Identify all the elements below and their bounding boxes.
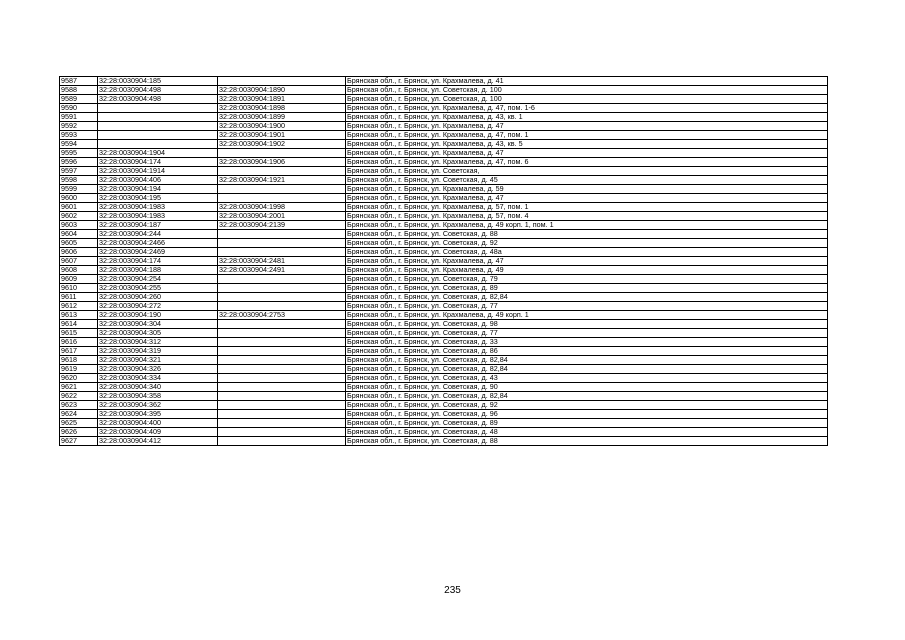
cadastral-number-cell	[98, 131, 218, 140]
row-number-cell: 9592	[60, 122, 98, 131]
row-number-cell: 9587	[60, 77, 98, 86]
cadastral-number-cell: 32:28:0030904:395	[98, 410, 218, 419]
cadastral-number-cell: 32:28:0030904:195	[98, 194, 218, 203]
row-number-cell: 9626	[60, 428, 98, 437]
address-cell: Брянская обл., г. Брянск, ул. Советская, д. 77	[346, 329, 828, 338]
table-row	[60, 293, 828, 302]
premise-cadastral-number-cell	[218, 239, 346, 248]
premise-cadastral-number-cell	[218, 383, 346, 392]
address-cell: Брянская обл., г. Брянск, ул. Крахмалева, д. 41	[346, 77, 828, 86]
cadastral-number-cell: 32:28:0030904:362	[98, 401, 218, 410]
address-cell: Брянская обл., г. Брянск, ул. Советская, д. 92	[346, 239, 828, 248]
table-row	[60, 77, 828, 86]
cadastral-number-cell: 32:28:0030904:272	[98, 302, 218, 311]
address-cell: Брянская обл., г. Брянск, ул. Советская, д. 88	[346, 230, 828, 239]
address-cell: Брянская обл., г. Брянск, ул. Советская, д. 82,84	[346, 293, 828, 302]
address-cell: Брянская обл., г. Брянск, ул. Советская, д. 88	[346, 437, 828, 446]
premise-cadastral-number-cell	[218, 230, 346, 239]
table-row	[60, 284, 828, 293]
premise-cadastral-number-cell: 32:28:0030904:1998	[218, 203, 346, 212]
table-row	[60, 221, 828, 230]
row-number-cell: 9597	[60, 167, 98, 176]
premise-cadastral-number-cell	[218, 392, 346, 401]
row-number-cell: 9601	[60, 203, 98, 212]
table-row	[60, 122, 828, 131]
table-row	[60, 185, 828, 194]
row-number-cell: 9590	[60, 104, 98, 113]
table-row	[60, 437, 828, 446]
cadastral-number-cell: 32:28:0030904:340	[98, 383, 218, 392]
table-row	[60, 131, 828, 140]
cadastral-number-cell: 32:28:0030904:194	[98, 185, 218, 194]
address-cell: Брянская обл., г. Брянск, ул. Советская, д. 100	[346, 86, 828, 95]
table-row	[60, 95, 828, 104]
row-number-cell: 9600	[60, 194, 98, 203]
address-cell: Брянская обл., г. Брянск, ул. Крахмалева, д. 57, пом. 4	[346, 212, 828, 221]
row-number-cell: 9610	[60, 284, 98, 293]
address-cell: Брянская обл., г. Брянск, ул. Крахмалева, д. 47	[346, 122, 828, 131]
table-row	[60, 302, 828, 311]
address-cell: Брянская обл., г. Брянск, ул. Советская, д. 98	[346, 320, 828, 329]
table-row	[60, 257, 828, 266]
address-cell: Брянская обл., г. Брянск, ул. Крахмалева, д. 47, пом. 1-6	[346, 104, 828, 113]
address-cell: Брянская обл., г. Брянск, ул. Советская, д. 79	[346, 275, 828, 284]
row-number-cell: 9604	[60, 230, 98, 239]
cadastral-number-cell: 32:28:0030904:190	[98, 311, 218, 320]
address-cell: Брянская обл., г. Брянск, ул. Крахмалева, д. 47, пом. 6	[346, 158, 828, 167]
page-number: 235	[444, 585, 461, 596]
row-number-cell: 9625	[60, 419, 98, 428]
premise-cadastral-number-cell	[218, 347, 346, 356]
cadastral-number-cell: 32:28:0030904:334	[98, 374, 218, 383]
premise-cadastral-number-cell	[218, 356, 346, 365]
premise-cadastral-number-cell: 32:28:0030904:1906	[218, 158, 346, 167]
cadastral-number-cell: 32:28:0030904:1914	[98, 167, 218, 176]
row-number-cell: 9607	[60, 257, 98, 266]
cadastral-number-cell: 32:28:0030904:304	[98, 320, 218, 329]
premise-cadastral-number-cell: 32:28:0030904:2491	[218, 266, 346, 275]
row-number-cell: 9589	[60, 95, 98, 104]
table-row	[60, 428, 828, 437]
cadastral-number-cell: 32:28:0030904:1904	[98, 149, 218, 158]
table-row	[60, 140, 828, 149]
cadastral-number-cell: 32:28:0030904:406	[98, 176, 218, 185]
premise-cadastral-number-cell	[218, 77, 346, 86]
row-number-cell: 9595	[60, 149, 98, 158]
row-number-cell: 9616	[60, 338, 98, 347]
table-row	[60, 176, 828, 185]
table-row	[60, 248, 828, 257]
table-row	[60, 392, 828, 401]
cadastral-number-cell: 32:28:0030904:174	[98, 257, 218, 266]
table-row	[60, 338, 828, 347]
cadastral-number-cell: 32:28:0030904:185	[98, 77, 218, 86]
premise-cadastral-number-cell: 32:28:0030904:1890	[218, 86, 346, 95]
cadastral-number-cell: 32:28:0030904:174	[98, 158, 218, 167]
table-row	[60, 329, 828, 338]
table-row	[60, 356, 828, 365]
cadastral-number-cell: 32:28:0030904:1983	[98, 203, 218, 212]
premise-cadastral-number-cell	[218, 194, 346, 203]
address-cell: Брянская обл., г. Брянск, ул. Советская, д. 48	[346, 428, 828, 437]
row-number-cell: 9609	[60, 275, 98, 284]
row-number-cell: 9612	[60, 302, 98, 311]
row-number-cell: 9623	[60, 401, 98, 410]
address-cell: Брянская обл., г. Брянск, ул. Крахмалева, д. 49 корп. 1	[346, 311, 828, 320]
row-number-cell: 9606	[60, 248, 98, 257]
table-row	[60, 311, 828, 320]
row-number-cell: 9615	[60, 329, 98, 338]
table-row	[60, 86, 828, 95]
premise-cadastral-number-cell: 32:28:0030904:2753	[218, 311, 346, 320]
table-row	[60, 230, 828, 239]
cadastral-number-cell: 32:28:0030904:319	[98, 347, 218, 356]
address-cell: Брянская обл., г. Брянск, ул. Крахмалева, д. 47	[346, 257, 828, 266]
cadastral-number-cell: 32:28:0030904:2469	[98, 248, 218, 257]
premise-cadastral-number-cell	[218, 293, 346, 302]
table-row	[60, 149, 828, 158]
table-row	[60, 167, 828, 176]
cadastral-number-cell	[98, 104, 218, 113]
premise-cadastral-number-cell	[218, 374, 346, 383]
row-number-cell: 9588	[60, 86, 98, 95]
row-number-cell: 9620	[60, 374, 98, 383]
premise-cadastral-number-cell: 32:28:0030904:1899	[218, 113, 346, 122]
address-cell: Брянская обл., г. Брянск, ул. Советская, д. 82,84	[346, 392, 828, 401]
address-cell: Брянская обл., г. Брянск, ул. Советская, д. 92	[346, 401, 828, 410]
table-row	[60, 212, 828, 221]
cadastral-number-cell	[98, 122, 218, 131]
row-number-cell: 9598	[60, 176, 98, 185]
cadastral-number-cell	[98, 140, 218, 149]
table-row	[60, 203, 828, 212]
row-number-cell: 9596	[60, 158, 98, 167]
table-row	[60, 365, 828, 374]
cadastral-number-cell: 32:28:0030904:326	[98, 365, 218, 374]
address-cell: Брянская обл., г. Брянск, ул. Советская, д. 89	[346, 419, 828, 428]
row-number-cell: 9591	[60, 113, 98, 122]
premise-cadastral-number-cell	[218, 419, 346, 428]
table-row	[60, 383, 828, 392]
table-row	[60, 410, 828, 419]
premise-cadastral-number-cell	[218, 329, 346, 338]
cadastral-number-cell: 32:28:0030904:188	[98, 266, 218, 275]
premise-cadastral-number-cell	[218, 275, 346, 284]
row-number-cell: 9624	[60, 410, 98, 419]
premise-cadastral-number-cell: 32:28:0030904:2001	[218, 212, 346, 221]
premise-cadastral-number-cell	[218, 185, 346, 194]
premise-cadastral-number-cell	[218, 320, 346, 329]
row-number-cell: 9614	[60, 320, 98, 329]
cadastral-table	[59, 76, 828, 446]
cadastral-number-cell: 32:28:0030904:400	[98, 419, 218, 428]
address-cell: Брянская обл., г. Брянск, ул. Советская, д. 89	[346, 284, 828, 293]
row-number-cell: 9627	[60, 437, 98, 446]
row-number-cell: 9619	[60, 365, 98, 374]
address-cell: Брянская обл., г. Брянск, ул. Крахмалева, д. 47	[346, 194, 828, 203]
premise-cadastral-number-cell: 32:28:0030904:1921	[218, 176, 346, 185]
cadastral-number-cell: 32:28:0030904:244	[98, 230, 218, 239]
premise-cadastral-number-cell	[218, 338, 346, 347]
cadastral-number-cell: 32:28:0030904:498	[98, 86, 218, 95]
address-cell: Брянская обл., г. Брянск, ул. Крахмалева, д. 49 корп. 1, пом. 1	[346, 221, 828, 230]
row-number-cell: 9621	[60, 383, 98, 392]
cadastral-number-cell: 32:28:0030904:255	[98, 284, 218, 293]
address-cell: Брянская обл., г. Брянск, ул. Советская, д. 45	[346, 176, 828, 185]
cadastral-number-cell: 32:28:0030904:498	[98, 95, 218, 104]
table-row	[60, 419, 828, 428]
row-number-cell: 9593	[60, 131, 98, 140]
cadastral-number-cell: 32:28:0030904:321	[98, 356, 218, 365]
address-cell: Брянская обл., г. Брянск, ул. Крахмалева, д. 47, пом. 1	[346, 131, 828, 140]
premise-cadastral-number-cell	[218, 410, 346, 419]
address-cell: Брянская обл., г. Брянск, ул. Крахмалева, д. 49	[346, 266, 828, 275]
address-cell: Брянская обл., г. Брянск, ул. Советская, д. 90	[346, 383, 828, 392]
cadastral-number-cell: 32:28:0030904:358	[98, 392, 218, 401]
premise-cadastral-number-cell: 32:28:0030904:1891	[218, 95, 346, 104]
address-cell: Брянская обл., г. Брянск, ул. Советская, д. 100	[346, 95, 828, 104]
premise-cadastral-number-cell	[218, 167, 346, 176]
cadastral-number-cell: 32:28:0030904:409	[98, 428, 218, 437]
table-row	[60, 239, 828, 248]
table-row	[60, 347, 828, 356]
row-number-cell: 9618	[60, 356, 98, 365]
row-number-cell: 9594	[60, 140, 98, 149]
table-row	[60, 401, 828, 410]
cadastral-number-cell: 32:28:0030904:260	[98, 293, 218, 302]
table-row	[60, 374, 828, 383]
address-cell: Брянская обл., г. Брянск, ул. Советская, д. 82,84	[346, 365, 828, 374]
row-number-cell: 9599	[60, 185, 98, 194]
address-cell: Брянская обл., г. Брянск, ул. Советская, д. 86	[346, 347, 828, 356]
address-cell: Брянская обл., г. Брянск, ул. Крахмалева, д. 47	[346, 149, 828, 158]
premise-cadastral-number-cell	[218, 401, 346, 410]
row-number-cell: 9613	[60, 311, 98, 320]
table-row	[60, 320, 828, 329]
cadastral-number-cell: 32:28:0030904:312	[98, 338, 218, 347]
address-cell: Брянская обл., г. Брянск, ул. Советская, д. 77	[346, 302, 828, 311]
premise-cadastral-number-cell: 32:28:0030904:1902	[218, 140, 346, 149]
premise-cadastral-number-cell	[218, 437, 346, 446]
premise-cadastral-number-cell	[218, 248, 346, 257]
cadastral-number-cell: 32:28:0030904:412	[98, 437, 218, 446]
address-cell: Брянская обл., г. Брянск, ул. Советская, д. 33	[346, 338, 828, 347]
address-cell: Брянская обл., г. Брянск, ул. Крахмалева, д. 57, пом. 1	[346, 203, 828, 212]
row-number-cell: 9605	[60, 239, 98, 248]
premise-cadastral-number-cell: 32:28:0030904:1898	[218, 104, 346, 113]
row-number-cell: 9602	[60, 212, 98, 221]
row-number-cell: 9617	[60, 347, 98, 356]
address-cell: Брянская обл., г. Брянск, ул. Советская, д. 43	[346, 374, 828, 383]
address-cell: Брянская обл., г. Брянск, ул. Крахмалева, д. 59	[346, 185, 828, 194]
address-cell: Брянская обл., г. Брянск, ул. Советская, д. 96	[346, 410, 828, 419]
table-row	[60, 113, 828, 122]
table-body	[60, 77, 828, 446]
premise-cadastral-number-cell	[218, 149, 346, 158]
premise-cadastral-number-cell	[218, 365, 346, 374]
premise-cadastral-number-cell: 32:28:0030904:2481	[218, 257, 346, 266]
premise-cadastral-number-cell	[218, 302, 346, 311]
cadastral-number-cell: 32:28:0030904:254	[98, 275, 218, 284]
cadastral-number-cell: 32:28:0030904:1983	[98, 212, 218, 221]
cadastral-number-cell	[98, 113, 218, 122]
table-row	[60, 158, 828, 167]
cadastral-number-cell: 32:28:0030904:305	[98, 329, 218, 338]
address-cell: Брянская обл., г. Брянск, ул. Советская, д. 48а	[346, 248, 828, 257]
premise-cadastral-number-cell: 32:28:0030904:2139	[218, 221, 346, 230]
cadastral-number-cell: 32:28:0030904:2466	[98, 239, 218, 248]
premise-cadastral-number-cell: 32:28:0030904:1900	[218, 122, 346, 131]
row-number-cell: 9622	[60, 392, 98, 401]
premise-cadastral-number-cell	[218, 428, 346, 437]
address-cell: Брянская обл., г. Брянск, ул. Советская,	[346, 167, 828, 176]
table-row	[60, 275, 828, 284]
address-cell: Брянская обл., г. Брянск, ул. Крахмалева, д. 43, кв. 5	[346, 140, 828, 149]
address-cell: Брянская обл., г. Брянск, ул. Крахмалева, д. 43, кв. 1	[346, 113, 828, 122]
table-row	[60, 194, 828, 203]
row-number-cell: 9603	[60, 221, 98, 230]
row-number-cell: 9611	[60, 293, 98, 302]
table-row	[60, 104, 828, 113]
premise-cadastral-number-cell: 32:28:0030904:1901	[218, 131, 346, 140]
table-row	[60, 266, 828, 275]
row-number-cell: 9608	[60, 266, 98, 275]
cadastral-number-cell: 32:28:0030904:187	[98, 221, 218, 230]
premise-cadastral-number-cell	[218, 284, 346, 293]
address-cell: Брянская обл., г. Брянск, ул. Советская, д. 82,84	[346, 356, 828, 365]
